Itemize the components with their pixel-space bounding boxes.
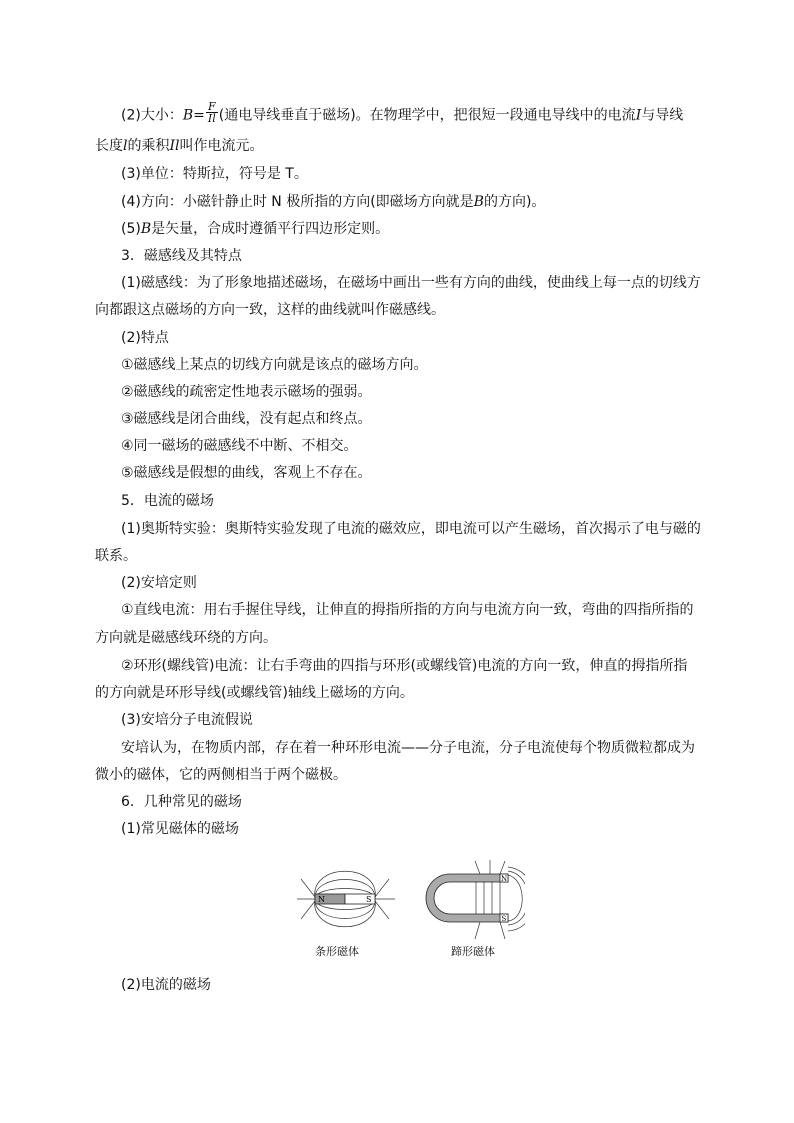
horseshoe-pole-n: N [501,875,508,883]
oersted-line-2: 联系。 [95,548,137,564]
definition-line-2: 向都跟这点磁场的方向一致，这样的曲线就叫作磁感线。 [95,302,445,318]
vector-line [121,219,389,239]
size-line [121,100,684,127]
horseshoe-magnet-caption: 蹄形磁体 [451,945,495,958]
section-3-heading: 3．磁感线及其特点 [121,248,242,264]
hypothesis-line-2: 微小的磁体，它的两侧相当于两个磁极。 [95,767,347,783]
horseshoe-field-lines [475,860,525,939]
size-line-2 [95,136,264,156]
straight-current-line-1: ①直线电流：用右手握住导线，让伸直的拇指所指的方向与电流方向一致，弯曲的四指所指的 [121,602,694,618]
size-label: (2)大小： [121,107,183,124]
symbol-b: B [473,194,484,210]
fraction-denominator: Il [207,112,216,125]
feature-item-5: ⑤磁感线是假想的曲线，客观上不存在。 [121,465,372,481]
hypothesis-title: (3)安培分子电流假说 [121,712,253,728]
hypothesis-line-1: 安培认为，在物质内部，存在着一种环形电流——分子电流，分子电流使每个物质微粒都成为 [121,740,695,756]
symbol-b: B [182,107,194,124]
magnet-figure [295,857,525,957]
direction-text-b: 的方向)。 [483,194,546,210]
symbol-l: l [123,138,128,154]
ring-current-line-2: 的方向就是环形导线(或螺线管)轴线上磁场的方向。 [95,685,414,701]
bar-magnet-caption: 条形磁体 [315,945,359,958]
direction-text-a: (4)方向：小磁针静止时 N 极所指的方向(即磁场方向就是 [121,194,474,210]
section-5-heading: 5．电流的磁场 [121,493,214,509]
fraction-numerator: F [206,101,218,113]
size-text-a: 长度 [95,138,123,154]
definition-line-1: (1)磁感线：为了形象地描述磁场，在磁场中画出一些有方向的曲线，使曲线上每一点的切线方 [121,275,701,291]
vector-text-a: (5) [121,221,141,237]
straight-current-line-2: 方向就是磁感线环绕的方向。 [95,630,277,646]
features-title: (2)特点 [121,330,169,346]
horseshoe-magnet [426,874,508,922]
current-field-title: (2)电流的磁场 [121,977,211,993]
size-text-c: 叫作电流元。 [179,138,264,154]
horseshoe-pole-s: S [501,915,507,923]
unit-line: (3)单位：特斯拉，符号是 T。 [121,166,308,182]
size-text: (通电导线垂直于磁场)。在物理学中，把很短一段通电导线中的电流 [218,107,636,124]
common-magnets-title: (1)常见磁体的磁场 [121,821,239,837]
ampere-rule-title: (2)安培定则 [121,575,197,591]
direction-line [121,192,545,212]
symbol-il: Il [169,138,180,154]
symbol-b: B [140,221,152,237]
bar-pole-s: S [366,895,372,904]
symbol-i: I [635,107,642,124]
feature-item-2: ②磁感线的疏密定性地表示磁场的强弱。 [121,384,372,400]
section-6-heading: 6．几种常见的磁场 [121,794,242,810]
vector-text-b: 是矢量，合成时遵循平行四边形定则。 [151,221,390,237]
formula-fraction [206,101,218,124]
oersted-line-1: (1)奥斯特实验：奥斯特实验发现了电流的磁效应，即电流可以产生磁场，首次揭示了电与磁的 [121,521,701,537]
size-text-b: 的乘积 [127,138,170,154]
feature-item-1: ①磁感线上某点的切线方向就是该点的磁场方向。 [121,357,428,373]
size-text-tail: 与导线 [641,107,684,124]
feature-item-3: ③磁感线是闭合曲线，没有起点和终点。 [121,411,372,427]
feature-item-4: ④同一磁场的磁感线不中断、不相交。 [121,438,358,454]
magnet-diagram [295,857,525,957]
equals-sign: = [193,107,205,124]
ring-current-line-1: ②环形(螺线管)电流：让右手弯曲的四指与环形(或螺线管)电流的方向一致，伸直的拇指所指 [121,658,688,674]
bar-pole-n: N [318,895,325,904]
